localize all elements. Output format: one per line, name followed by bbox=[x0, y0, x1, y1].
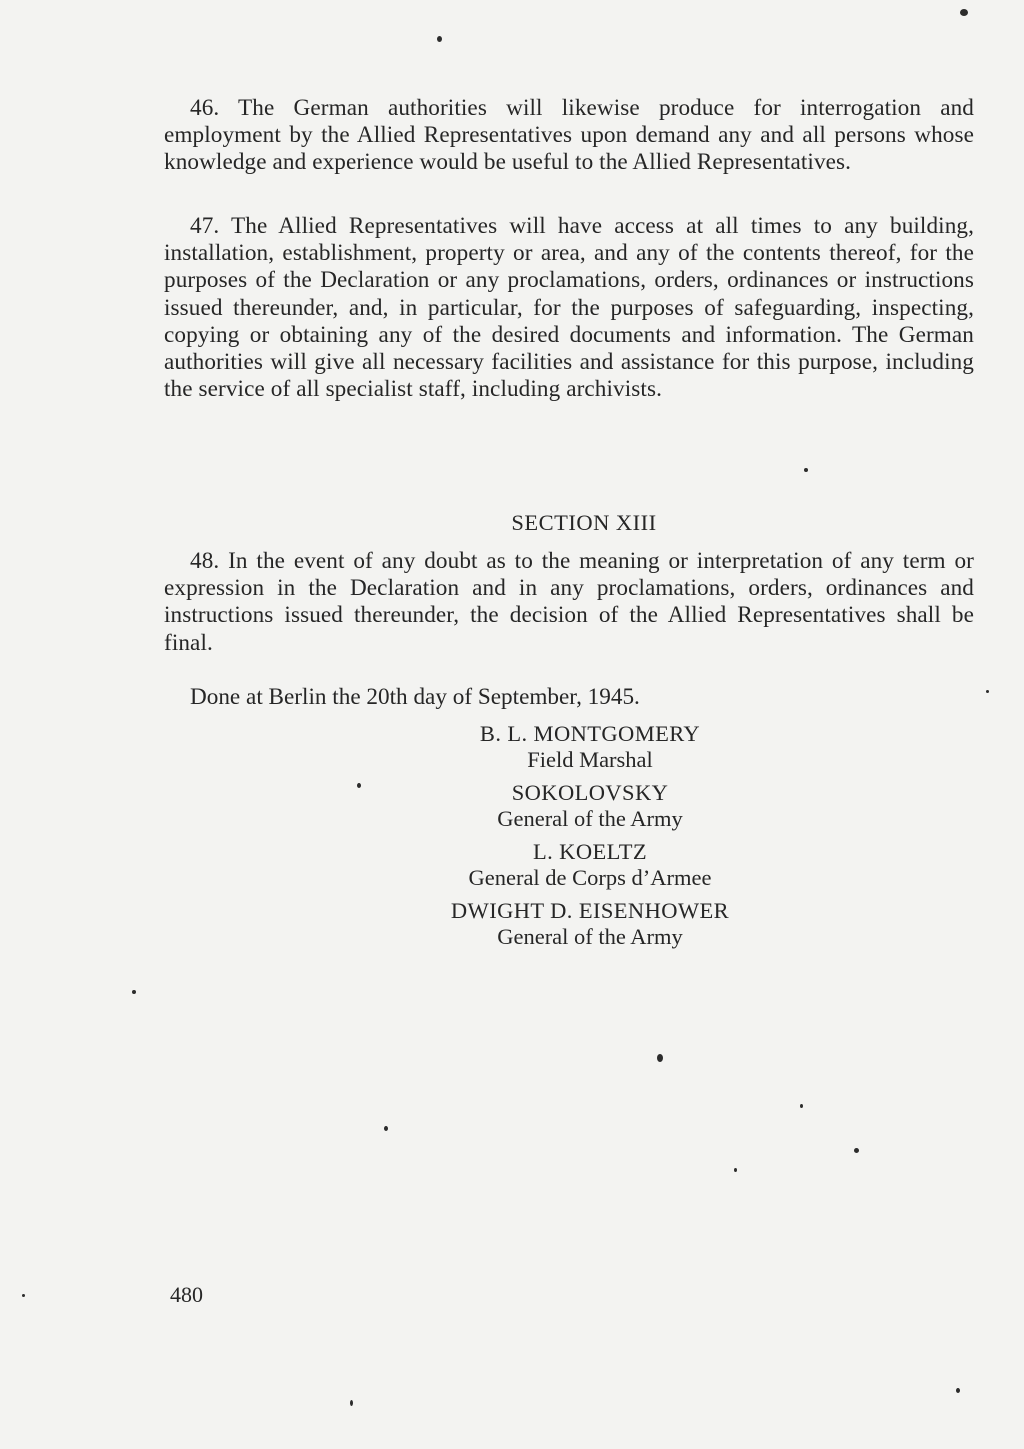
paragraph-48: 48. In the event of any doubt as to the meaning or interpretation of any term or expression in the Declaration and in any proclamations, orders, ordinances and instructions issued thereunder, the decision of the Allied Representatives shall be final. bbox=[164, 548, 974, 656]
scan-speck bbox=[960, 9, 968, 16]
scan-speck bbox=[350, 1400, 353, 1406]
scan-speck bbox=[986, 690, 989, 693]
signatory-title: General of the Army bbox=[497, 924, 683, 949]
page-number: 480 bbox=[170, 1282, 203, 1307]
scan-speck bbox=[804, 468, 808, 472]
paragraph-46: 46. The German authorities will likewise produce for interrogation and employment by the Allied Representatives upon demand any and all persons whose knowledge and experience would be useful to the Allied Representatives. bbox=[164, 95, 974, 176]
signatory-title: General of the Army bbox=[497, 806, 683, 831]
signatory-eisenhower bbox=[320, 898, 860, 950]
section-heading: SECTION XIII bbox=[511, 510, 657, 535]
scan-speck bbox=[854, 1148, 859, 1153]
scan-speck bbox=[800, 1104, 803, 1108]
scan-speck bbox=[657, 1054, 663, 1062]
scan-speck bbox=[22, 1294, 25, 1297]
date-line: Done at Berlin the 20th day of September, 1945. bbox=[190, 684, 640, 710]
scan-speck bbox=[956, 1388, 960, 1393]
scan-speck bbox=[734, 1168, 737, 1172]
scan-speck bbox=[384, 1126, 388, 1131]
signatory-sokolovsky bbox=[320, 780, 860, 832]
scan-speck bbox=[437, 36, 442, 42]
signatory-koeltz bbox=[320, 839, 860, 891]
signatory-block bbox=[320, 721, 860, 957]
signatory-title: Field Marshal bbox=[527, 747, 653, 772]
signatory-name: L. KOELTZ bbox=[532, 839, 647, 864]
signatory-name: DWIGHT D. EISENHOWER bbox=[450, 898, 730, 923]
scan-speck bbox=[132, 990, 136, 994]
scan-speck bbox=[357, 783, 361, 788]
signatory-title: General de Corps d’Armee bbox=[468, 865, 712, 890]
signatory-montgomery bbox=[320, 721, 860, 773]
signatory-name: B. L. MONTGOMERY bbox=[479, 721, 701, 746]
paragraph-47: 47. The Allied Representatives will have access at all times to any building, installation, establishment, property or area, and any of the contents thereof, for the purposes of the Declaration or any proclamations, orders, ordinances or instructions issued thereunder, and, in particular, for the purposes of safeguarding, inspecting, copying or obtaining any of the desired documents and information. The German authorities will give all necessary facilities and assistance for this purpose, including the service of all specialist staff, including archivists. bbox=[164, 213, 974, 403]
signatory-name: SOKOLOVSKY bbox=[511, 780, 669, 805]
